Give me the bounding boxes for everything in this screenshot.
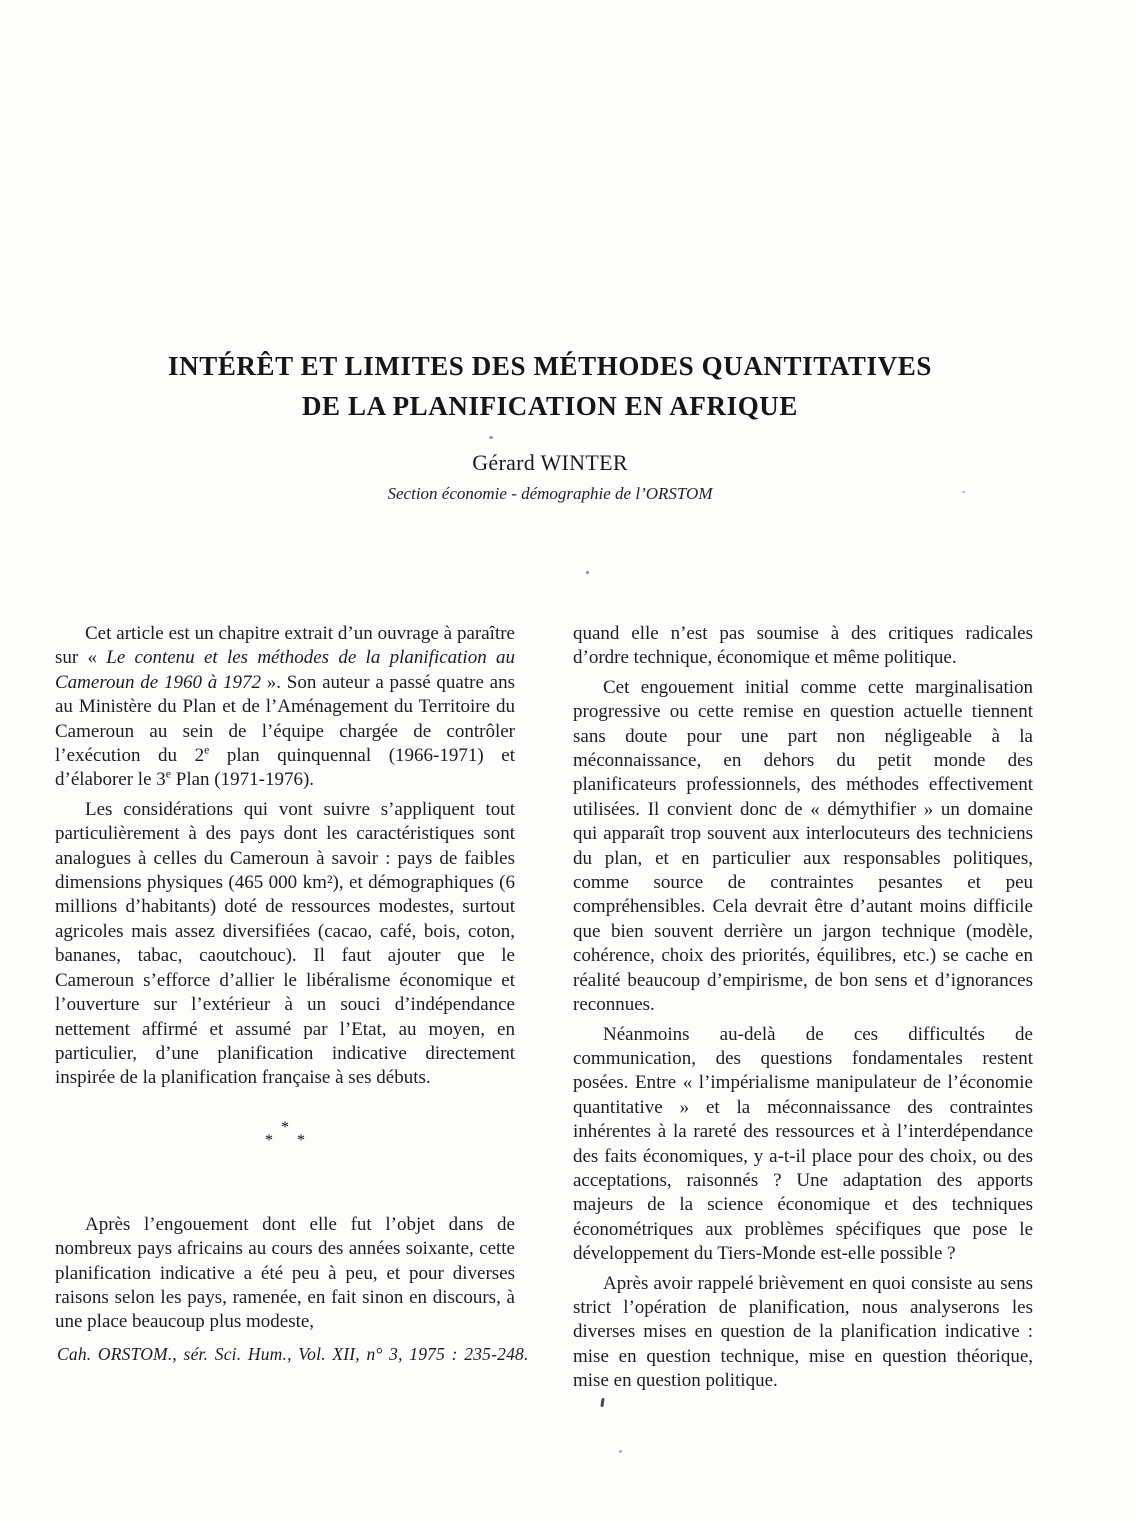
paragraph-demythifier: Cet engouement initial comme cette marginalisation progressive ou cette remise en question actuelle tiennent sans doute pour une part non négligeable à la méconnaissance, en dehors du petit monde des planificateurs professionnels, des méthodes effectivement utilisées. Il convient donc de « démythifier » un domaine qui apparaît trop souvent aux interlocuteurs des techniciens du plan, et en particulier aux responsables politiques, comme source de contraintes pesantes et peu compréhensibles. Cela devrait être d’autant moins difficile que bien souvent derrière un jargon technique (modèle, cohérence, choix des priorités, équilibres, etc.) se cache en réalité beaucoup d’empirisme, de bon sens et d’ignorances reconnues. [573, 676, 1033, 1016]
scan-speck [600, 1398, 604, 1407]
left-column [55, 622, 515, 1394]
asterisk-bottom: * * [265, 1131, 315, 1149]
author-name: Gérard WINTER [472, 450, 628, 475]
scan-speck [619, 1450, 622, 1453]
paragraph-critiques-continuation: quand elle n’est pas soumise à des critiques radicales d’ordre technique, économique et même politique. [573, 623, 1033, 669]
paragraph-intro-book: Cet article est un chapitre extrait d’un ouvrage à paraître sur « Le contenu et les méthodes de la planification au Cameroun de 1960 à 1972 ». Son auteur a passé quatre ans au Ministère du Plan et de l’Aménagement du Territoire du Cameroun au sein de l’équipe chargée de contrôler l’exécution du 2e plan quinquennal (1966-1971) et d’élaborer le 3e Plan (1971-1976). [55, 623, 515, 791]
two-column-body [55, 622, 1033, 1394]
article-title-line-1: INTÉRÊT ET LIMITES DES MÉTHODES QUANTITATIVES [168, 351, 932, 381]
asterisk-top: * [281, 1118, 289, 1136]
asterisk-section-separator [55, 1118, 515, 1149]
author-affiliation: Section économie - démographie de l’ORSTOM [387, 484, 713, 503]
right-column [573, 622, 1033, 1394]
article-title-line-2: DE LA PLANIFICATION EN AFRIQUE [301, 391, 799, 421]
paragraph-questions-fondamentales: Néanmoins au-delà de ces difficultés de communication, des questions fondamentales restent posées. Entre « l’impérialisme manipulateur de l’économie quantitative » et la méconnaissance des contraintes inhérentes à la rareté des ressources et à l’interdépendance des faits économiques, y a-t-il place pour des choix, ou des acceptations, raisonnés ? Une adaptation des apports majeurs de la science économique et des techniques économétriques aux problèmes spécifiques que pose le développement du Tiers-Monde est-elle possible ? [573, 1023, 1033, 1265]
scan-speck [586, 571, 589, 574]
article-title [50, 346, 1050, 426]
scan-speck [489, 436, 493, 439]
journal-citation: Cah. ORSTOM., sér. Sci. Hum., Vol. XII, n° 3, 1975 : 235-248. [57, 1344, 529, 1364]
paragraph-plan-analyse: Après avoir rappelé brièvement en quoi consiste au sens strict l’opération de planification, nous analyserons les diverses mises en question de la planification indicative : mise en question technique, mise en question théorique, mise en question politique. [573, 1272, 1033, 1392]
paragraph-cameroon-context: Les considérations qui vont suivre s’appliquent tout particulièrement à des pays dont les caractéristiques sont analogues à celles du Cameroun à savoir : pays de faibles dimensions physiques (465 000 km²), et démographiques (6 millions d’habitants) doté de ressources modestes, surtout agricoles mais assez diversifiées (cacao, café, bois, coton, bananes, tabac, caoutchouc). Il faut ajouter que le Cameroun s’efforce d’allier le libéralisme économique et l’ouverture sur l’extérieur à un souci d’indépendance nettement affirmé et assumé par l’Etat, au moyen, en particulier, d’une planification indicative directement inspirée de la planification française à ses débuts. [55, 798, 515, 1089]
paragraph-engouement: Après l’engouement dont elle fut l’objet dans de nombreux pays africains au cours des années soixante, cette planification indicative a été peu à peu, et pour diverses raisons selon les pays, ramenée, en fait sinon en discours, à une place beaucoup plus modeste, [55, 1213, 515, 1333]
scan-speck [962, 491, 965, 493]
